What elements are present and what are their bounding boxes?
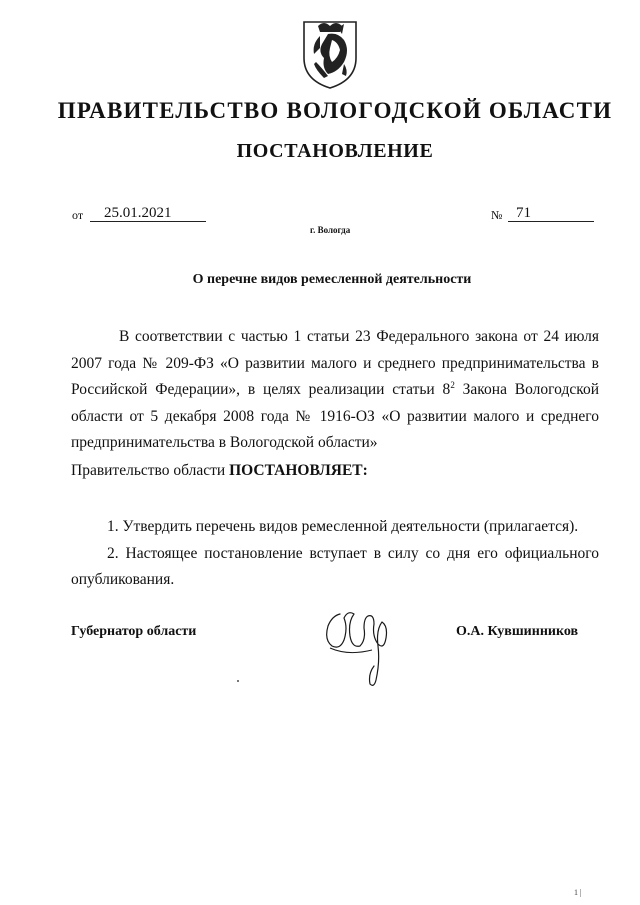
decree-prefix: Правительство области — [71, 462, 230, 479]
preamble-superscript: 2 — [450, 379, 455, 390]
document-date: 25.01.2021 — [90, 205, 206, 222]
preamble-paragraph — [71, 324, 599, 457]
decree-items — [71, 514, 599, 594]
coat-of-arms-icon — [298, 18, 362, 90]
scan-dot — [237, 680, 239, 682]
city-name: г. Вологда — [310, 225, 351, 235]
document-subject: О перечне видов ремесленной деятельности — [192, 272, 472, 287]
number-label: № — [491, 208, 503, 222]
corner-mark: 1 | — [574, 888, 582, 897]
document-number: 71 — [508, 205, 594, 222]
date-label: от — [72, 208, 84, 222]
decree-item: 2. Настоящее постановление вступает в силу со дня его официального опубликования. — [71, 544, 599, 588]
government-title: ПРАВИТЕЛЬСТВО ВОЛОГОДСКОЙ ОБЛАСТИ — [57, 98, 613, 123]
signatory-name: О.А. Кувшинников — [456, 624, 579, 639]
decree-line — [71, 462, 368, 480]
preamble-text-part2: Закона Вологодской области от 5 декабря 2008 года № 1916-ОЗ «О развитии малого и среднего предпринимательства в Вологодской области» — [71, 381, 599, 451]
preamble-text-part1: В соответствии с частью 1 статьи 23 Федерального закона от 24 июля 2007 года № 209-ФЗ «О развитии малого и среднего предпринимательства в Российской Федерации», в целях реализации статьи 8 — [71, 328, 599, 398]
handwritten-signature-icon — [318, 600, 398, 692]
signatory-position: Губернатор области — [71, 624, 197, 639]
decree-item: 1. Утвердить перечень видов ремесленной деятельности (прилагается). — [107, 518, 579, 535]
document-type: ПОСТАНОВЛЕНИЕ — [236, 140, 434, 162]
decree-keyword: ПОСТАНОВЛЯЕТ: — [229, 462, 368, 479]
